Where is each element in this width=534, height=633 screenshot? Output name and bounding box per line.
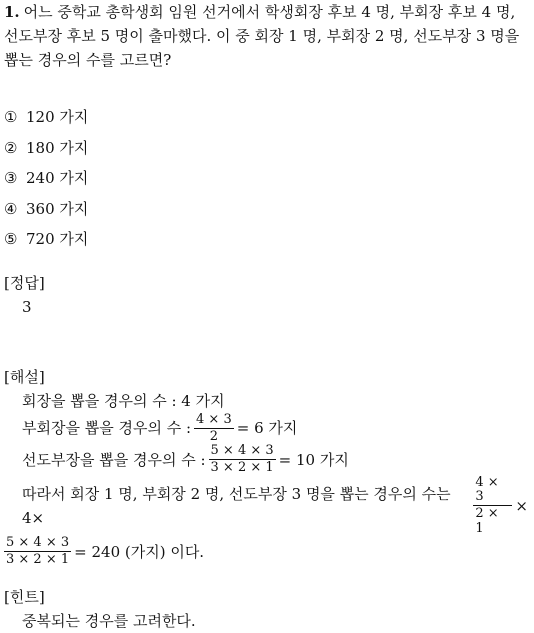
solution-label: [해설] — [4, 367, 45, 386]
option-mark: ⑤ — [4, 230, 18, 249]
fraction — [209, 444, 276, 476]
fraction-denominator: 3 × 2 × 1 — [210, 460, 274, 476]
answer-options — [4, 102, 528, 255]
solution-text: 선도부장을 뽑을 경우의 수 : — [22, 450, 206, 469]
fraction-numerator: 4 × 3 — [194, 413, 234, 429]
question-number: 1. — [4, 3, 20, 21]
option-text: 180 가지 — [26, 138, 89, 157]
fraction — [194, 413, 234, 445]
solution-line-5 — [4, 536, 528, 568]
option-text: 120 가지 — [26, 108, 89, 127]
fraction — [4, 536, 71, 568]
solution-line-3 — [4, 444, 528, 476]
solution-line-4 — [4, 476, 528, 536]
fraction-denominator: 3 × 2 × 1 — [6, 552, 70, 568]
solution-text: = 10 가지 — [278, 450, 349, 469]
hint-label: [힌트] — [4, 588, 45, 607]
solution-text: 회장을 뽑을 경우의 수 : 4 가지 — [22, 391, 225, 410]
option-mark: ① — [4, 108, 18, 127]
option-3[interactable] — [4, 163, 528, 194]
question — [4, 0, 528, 72]
option-2[interactable] — [4, 133, 528, 164]
fraction-numerator: 5 × 4 × 3 — [4, 536, 71, 552]
solution-text: 따라서 회장 1 명, 부회장 2 명, 선도부장 3 명을 뽑는 경우의 수는 4× — [22, 484, 451, 527]
solution-line-1 — [4, 389, 528, 413]
fraction — [473, 476, 512, 536]
fraction-denominator: 2 × 1 — [475, 506, 499, 536]
solution-text: × — [515, 496, 528, 515]
option-mark: ④ — [4, 199, 18, 218]
fraction-denominator: 2 — [209, 428, 219, 444]
solution-text: 부회장을 뽑을 경우의 수 : — [22, 419, 192, 438]
answer-label: [정답] — [4, 273, 45, 292]
option-text: 240 가지 — [26, 169, 89, 188]
option-1[interactable] — [4, 102, 528, 133]
fraction-numerator: 5 × 4 × 3 — [209, 444, 276, 460]
hint-text: 중복되는 경우를 고려한다. — [22, 612, 196, 631]
solution-text: = 6 가지 — [236, 419, 298, 438]
option-5[interactable] — [4, 224, 528, 255]
option-4[interactable] — [4, 194, 528, 225]
answer-value: 3 — [22, 297, 32, 316]
option-text: 360 가지 — [26, 199, 89, 218]
option-mark: ③ — [4, 169, 18, 188]
fraction-numerator: 4 × 3 — [473, 476, 512, 507]
option-mark: ② — [4, 138, 18, 157]
question-text: 어느 중학교 총학생회 임원 선거에서 학생회장 후보 4 명, 부회장 후보 4 명, 선도부장 후보 5 명이 출마했다. 이 중 회장 1 명, 부회장 2 명, 선도부장 3 명을 뽑는 경우의 수를 고르면? — [4, 3, 520, 69]
solution-text: = 240 (가지) 이다. — [74, 542, 205, 561]
solution-line-2 — [4, 413, 528, 445]
option-text: 720 가지 — [26, 230, 89, 249]
